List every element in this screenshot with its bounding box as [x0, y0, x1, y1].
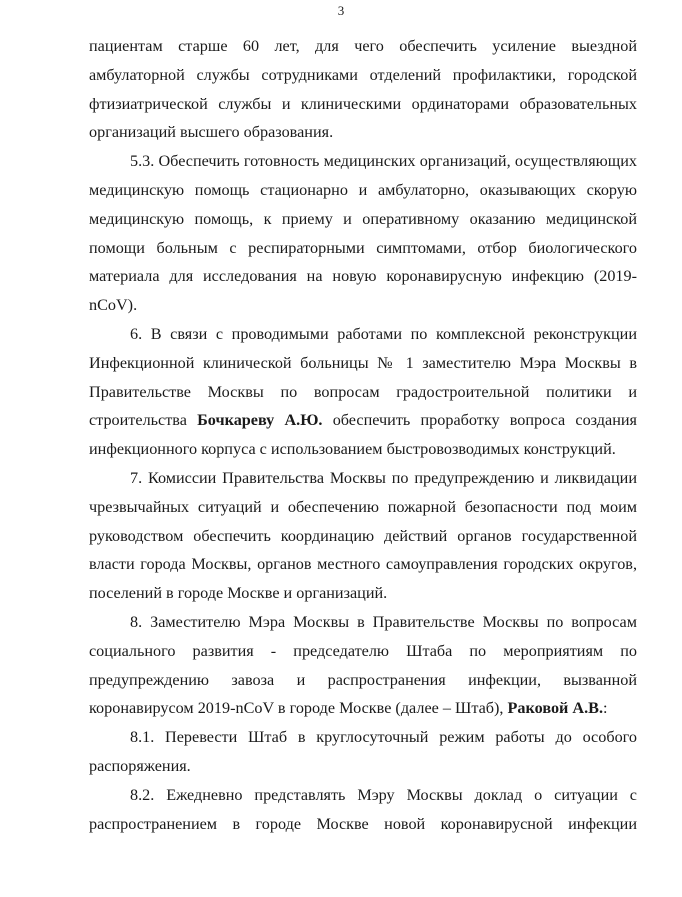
paragraph-continuation: пациентам старше 60 лет, для чего обеспечить усиление выездной амбулаторной службы сотрудниками отделений профилактики, городской фтизиатрической службы и клиническими ординаторами образовательных организаций высшего образования.	[89, 37, 637, 142]
paragraph-7: 7. Комиссии Правительства Москвы по предупреждению и ликвидации чрезвычайных ситуаций и обеспечению пожарной безопасности под моим руководством обеспечить координацию действий органов государственной власти города Москвы, органов местного самоуправления городских округов, поселений в городе Москве и организаций.	[89, 468, 637, 603]
paragraph-8-2: 8.2. Ежедневно представлять Мэру Москвы доклад о ситуации с распространением в городе Москве новой коронавирусной инфекции	[89, 785, 637, 833]
paragraph-6	[89, 320, 637, 464]
paragraph-8-text-before: 8. Заместителю Мэра Москвы в Правительстве Москвы по вопросам социального развития - председателю Штаба по мероприятиям по предупреждению завоза и распространения инфекции, вызванной коронавирусом 2019-nCoV в городе Москве (далее – Штаб),	[89, 612, 637, 718]
paragraph-6-text-after: обеспечить проработку вопроса создания инфекционного корпуса с использованием быстровозводимых конструкций.	[89, 411, 637, 459]
paragraph-8-text-after: :	[603, 699, 608, 718]
paragraph-8-bold-name: Раковой А.В.	[507, 699, 603, 718]
paragraph-8-1: 8.1. Перевести Штаб в круглосуточный режим работы до особого распоряжения.	[89, 728, 637, 775]
page-number: 3	[337, 3, 345, 18]
document-body	[89, 32, 637, 838]
paragraph-6-bold-name: Бочкареву А.Ю.	[197, 411, 323, 430]
paragraph-6-text-before: 6. В связи с проводимыми работами по комплексной реконструкции Инфекционной клинической больницы № 1 заместителю Мэра Москвы в Правительстве Москвы по вопросам градостроительной политики и строительства	[89, 324, 637, 430]
paragraph-8	[89, 608, 637, 723]
paragraph-5-3: 5.3. Обеспечить готовность медицинских организаций, осуществляющих медицинскую помощь стационарно и амбулаторно, оказывающих скорую медицинскую помощь, к приему и оперативному оказанию медицинской помощи больным с респираторными симптомами, отбор биологического материала для исследования на новую коронавирусную инфекцию (2019-nCoV).	[89, 152, 637, 315]
